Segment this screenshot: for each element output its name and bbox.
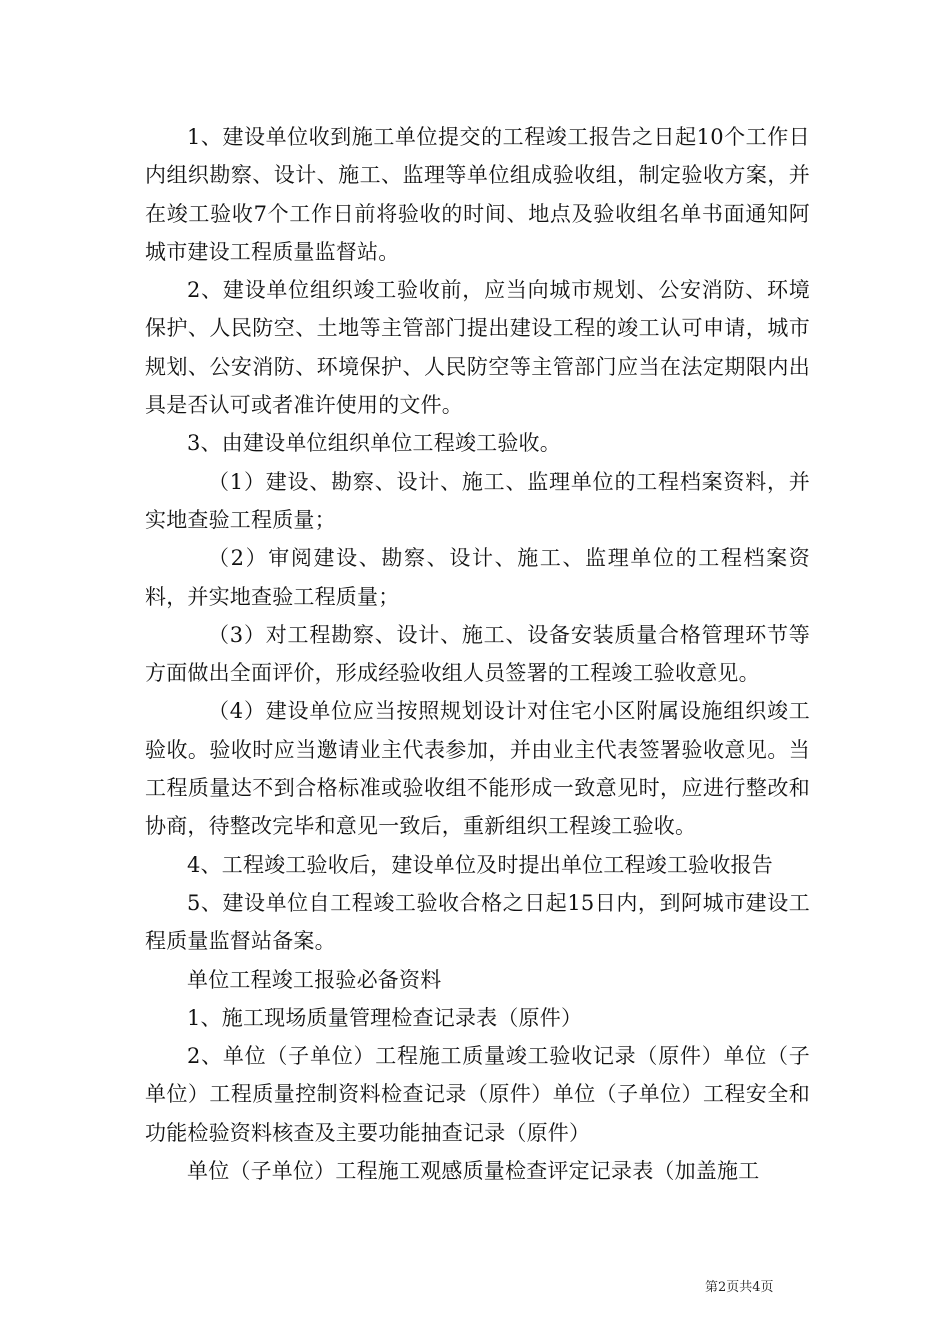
- page-number: 第2页共4页: [705, 1280, 774, 1295]
- paragraph-1: 1、建设单位收到施工单位提交的工程竣工报告之日起10个工作日内组织勘察、设计、施工、监理等单位组成验收组，制定验收方案，并在竣工验收7个工作日前将验收的时间、地点及验收组名单书面通知阿城市建设工程质量监督站。: [145, 125, 810, 264]
- subitem-4: （4）建设单位应当按照规划设计对住宅小区附属设施组织竣工验收。验收时应当邀请业主代表参加，并由业主代表签署验收意见。当工程质量达不到合格标准或验收组不能形成一致意见时，应进行整改和协商，待整改完毕和意见一致后，重新组织工程竣工验收。: [145, 699, 810, 839]
- subitem-3: （3）对工程勘察、设计、施工、设备安装质量合格管理环节等方面做出全面评价，形成经验收组人员签署的工程竣工验收意见。: [145, 622, 810, 686]
- list-item-1: 1、施工现场质量管理检查记录表（原件）: [187, 1005, 583, 1030]
- section-heading: 单位工程竣工报验必备资料: [187, 967, 442, 992]
- paragraph-5: 5、建设单位自工程竣工验收合格之日起15日内，到阿城市建设工程质量监督站备案。: [145, 890, 810, 954]
- list-item-2: 2、单位（子单位）工程施工质量竣工验收记录（原件）单位（子单位）工程质量控制资料检查记录（原件）单位（子单位）工程安全和功能检验资料核查及主要功能抽查记录（原件）: [145, 1044, 810, 1145]
- paragraph-3: 3、由建设单位组织单位工程竣工验收。: [187, 431, 561, 456]
- subitem-1: （1）建设、勘察、设计、施工、监理单位的工程档案资料，并实地查验工程质量；: [145, 469, 810, 532]
- list-item-3: 单位（子单位）工程施工观感质量检查评定记录表（加盖施工: [187, 1159, 760, 1184]
- document-body: [145, 118, 810, 1190]
- paragraph-4: 4、工程竣工验收后，建设单位及时提出单位工程竣工验收报告: [187, 852, 773, 877]
- paragraph-2: 2、建设单位组织竣工验收前，应当向城市规划、公安消防、环境保护、人民防空、土地等主管部门提出建设工程的竣工认可申请，城市规划、公安消防、环境保护、人民防空等主管部门应当在法定期限内出具是否认可或者准许使用的文件。: [145, 278, 810, 418]
- subitem-2: （2）审阅建设、勘察、设计、施工、监理单位的工程档案资料，并实地查验工程质量；: [145, 546, 810, 609]
